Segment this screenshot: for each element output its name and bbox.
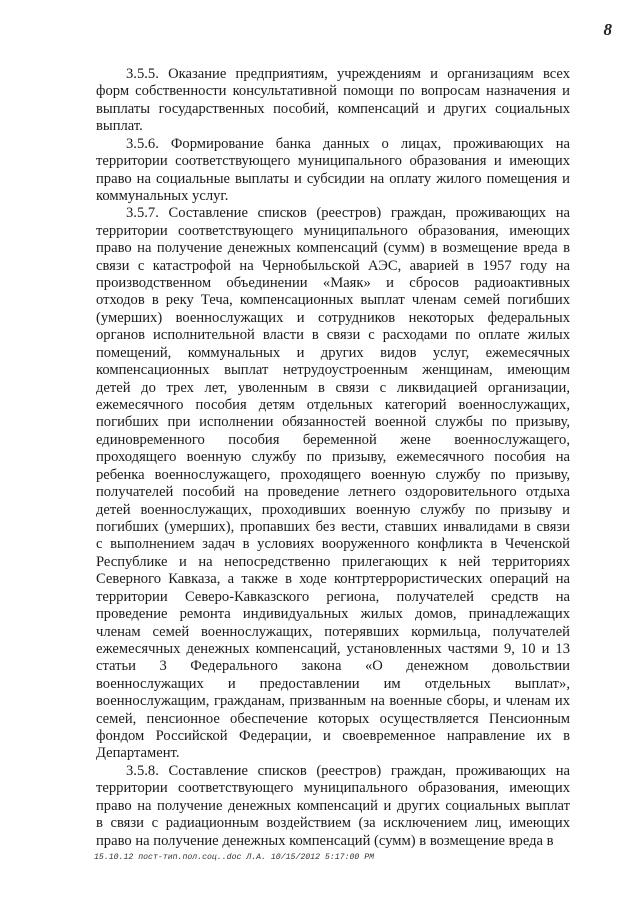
text-line: форм собственности консультативной помощи по вопросам назначения и <box>96 83 570 100</box>
text-line: 3.5.7. Составление списков (реестров) граждан, проживающих на <box>126 205 570 222</box>
text-line: выплаты государственных пособий, компенсаций и других социальных <box>96 100 570 117</box>
text-line: погибших при исполнении обязанностей военной службы по призыву, <box>96 414 570 431</box>
text-line: семей, пенсионное обеспечение которых осуществляется Пенсионным <box>96 710 570 727</box>
text-line: ежемесячного пособия детям отдельных категорий военнослужащих, <box>96 397 570 414</box>
text-line: право на получение денежных компенсаций (сумм) в возмещение вреда в <box>96 240 570 257</box>
text-line: с выполнением задач в условиях вооруженного конфликта в Чеченской <box>96 536 570 553</box>
paragraph-3-5-5 <box>96 66 570 136</box>
paragraph-3-5-8 <box>96 763 570 850</box>
text-line: компенсационных выплат нетрудоустроенным женщинам, имеющим <box>96 362 570 379</box>
text-line: проведение ремонта индивидуальных жилых домов, принадлежащих <box>96 606 570 623</box>
text-line: право на получение денежных компенсаций и других социальных выплат <box>96 797 570 814</box>
text-line: Департамент. <box>96 745 180 762</box>
text-line: в связи с радиационным воздействием (за исключением лиц, имеющих <box>96 815 570 832</box>
text-line: ребенка военнослужащего, проходящего военную службу по призыву, <box>96 466 570 483</box>
text-line: членам семей военнослужащих, потерявших кормильца, получателей <box>96 623 570 640</box>
text-line: 3.5.8. Составление списков (реестров) граждан, проживающих на <box>126 762 570 779</box>
text-line: Северного Кавказа, а также в ходе контртеррористических операций на <box>96 571 570 588</box>
paragraph-3-5-7 <box>96 205 570 763</box>
text-line: территории соответствующего муниципального образования и имеющих <box>96 153 570 170</box>
text-line: право на социальные выплаты и субсидии на оплату жилого помещения и <box>96 170 570 187</box>
text-line: отходов в реку Теча, компенсационных выплат членам семей погибших <box>96 292 570 309</box>
text-line: территории соответствующего муниципального образования, имеющих <box>96 222 570 239</box>
text-line: производственном объединении «Маяк» и сбросов радиоактивных <box>96 275 570 292</box>
document-body <box>96 66 570 850</box>
text-line: погибших (умерших), пропавших без вести, ставших инвалидами в связи <box>96 518 570 535</box>
text-line: право на получение денежных компенсаций (сумм) в возмещение вреда в <box>96 832 554 849</box>
text-line: органов исполнительной власти в связи с расходами по оплате жилых <box>96 327 570 344</box>
text-line: ежемесячных денежных компенсаций, установленных частями 9, 10 и 13 <box>96 640 570 657</box>
text-line: получателей пособий на проведение летнего оздоровительного отдыха <box>96 484 570 501</box>
page-number: 8 <box>603 20 612 39</box>
text-line: территории Северо-Кавказского региона, получателей средств на <box>96 588 570 605</box>
text-line: связи с катастрофой на Чернобыльской АЭС, аварией в 1957 году на <box>96 257 570 274</box>
text-line: военнослужащих и предоставлении им отдельных выплат», <box>96 675 570 692</box>
document-footer: 15.10.12 пост-тип.пол.соц..doc Л.А. 10/15/2012 5:17:00 PM <box>94 853 375 862</box>
text-line: статьи 3 Федерального закона «О денежном довольствии <box>96 658 570 675</box>
text-line: помещений, коммунальных и других видов услуг, ежемесячных <box>96 344 570 361</box>
text-line: территории соответствующего муниципального образования, имеющих <box>96 780 570 797</box>
text-line: выплат. <box>96 118 143 135</box>
text-line: коммунальных услуг. <box>96 187 229 204</box>
text-line: детей военнослужащих, проходивших военную службу по призыву и <box>96 501 570 518</box>
text-line: проходящего военную службу по призыву, ежемесячного пособия на <box>96 449 570 466</box>
text-line: военнослужащим, гражданам, призванным на военные сборы, и членам их <box>96 693 570 710</box>
text-line: фондом Российской Федерации, и своевременное направление их в <box>96 728 570 745</box>
text-line: единовременного пособия беременной жене военнослужащего, <box>96 431 570 448</box>
text-line: (умерших) военнослужащих и сотрудников некоторых федеральных <box>96 309 570 326</box>
text-line: 3.5.5. Оказание предприятиям, учреждениям и организациям всех <box>126 66 570 82</box>
text-line: Республике и на непосредственно прилегающих к ней территориях <box>96 553 570 570</box>
paragraph-3-5-6 <box>96 136 570 206</box>
text-line: детей до трех лет, уволенным в связи с ликвидацией организации, <box>96 379 570 396</box>
text-line: 3.5.6. Формирование банка данных о лицах, проживающих на <box>126 135 570 152</box>
